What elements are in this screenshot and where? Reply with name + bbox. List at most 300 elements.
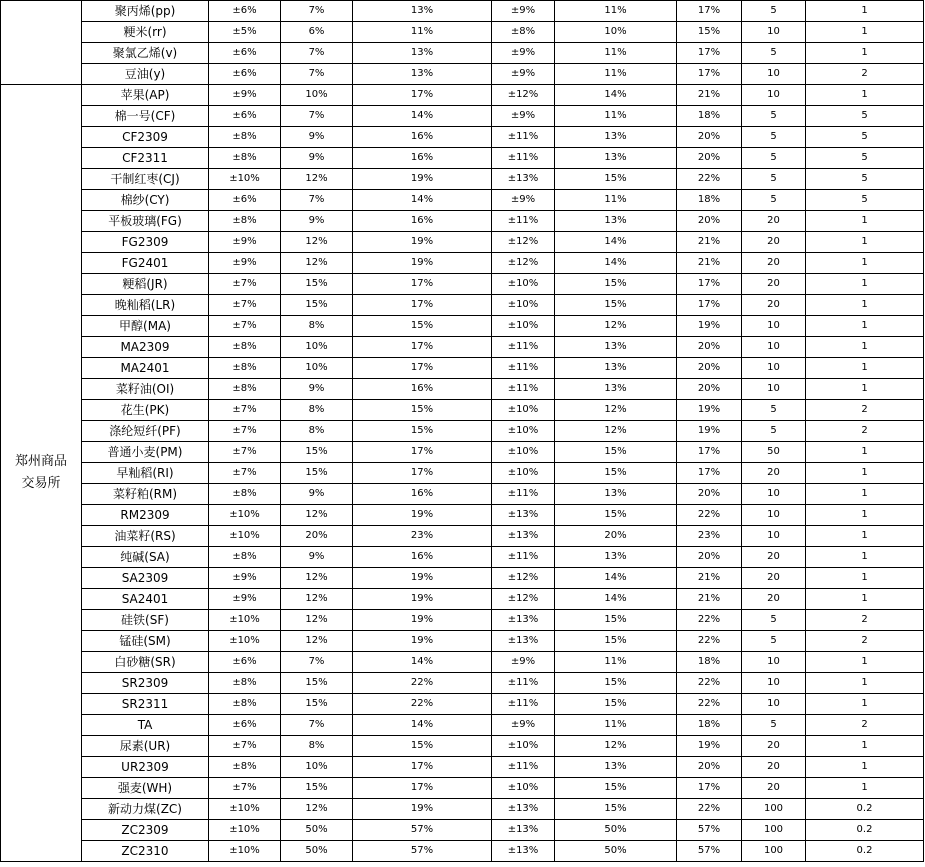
value-cell: 15% <box>353 316 492 337</box>
value-cell: 10 <box>742 358 806 379</box>
value-cell: 15% <box>353 736 492 757</box>
table-row <box>1 127 924 148</box>
contract-name-cell: 锰硅(SM) <box>82 631 209 652</box>
table-row <box>1 211 924 232</box>
value-cell: 12% <box>281 610 353 631</box>
value-cell: 19% <box>353 610 492 631</box>
value-cell: ±7% <box>209 778 281 799</box>
value-cell: 10% <box>281 358 353 379</box>
value-cell: ±9% <box>492 652 555 673</box>
contract-name-cell: MA2401 <box>82 358 209 379</box>
value-cell: ±10% <box>209 631 281 652</box>
value-cell: 21% <box>677 568 742 589</box>
value-cell: 10% <box>555 22 677 43</box>
value-cell: ±11% <box>492 694 555 715</box>
contract-name-cell: FG2401 <box>82 253 209 274</box>
value-cell: 13% <box>555 148 677 169</box>
value-cell: ±10% <box>492 316 555 337</box>
contract-name-cell: 干制红枣(CJ) <box>82 169 209 190</box>
value-cell: 20 <box>742 463 806 484</box>
value-cell: 5 <box>742 400 806 421</box>
value-cell: 21% <box>677 232 742 253</box>
value-cell: 2 <box>806 631 924 652</box>
value-cell: 17% <box>677 1 742 22</box>
table-row <box>1 295 924 316</box>
table-row <box>1 190 924 211</box>
value-cell: 8% <box>281 316 353 337</box>
value-cell: ±6% <box>209 64 281 85</box>
value-cell: 15% <box>555 631 677 652</box>
table-row <box>1 400 924 421</box>
value-cell: 17% <box>353 274 492 295</box>
value-cell: 15% <box>281 274 353 295</box>
contract-name-cell: 涤纶短纤(PF) <box>82 421 209 442</box>
value-cell: ±10% <box>209 505 281 526</box>
value-cell: 12% <box>555 736 677 757</box>
value-cell: 1 <box>806 274 924 295</box>
value-cell: 22% <box>677 673 742 694</box>
value-cell: 21% <box>677 589 742 610</box>
value-cell: 0.2 <box>806 841 924 862</box>
contract-name-cell: 菜籽粕(RM) <box>82 484 209 505</box>
value-cell: 5 <box>742 1 806 22</box>
value-cell: ±11% <box>492 127 555 148</box>
value-cell: 17% <box>353 778 492 799</box>
value-cell: ±9% <box>209 253 281 274</box>
value-cell: 12% <box>281 631 353 652</box>
table-row <box>1 652 924 673</box>
value-cell: 11% <box>555 106 677 127</box>
value-cell: 10 <box>742 694 806 715</box>
value-cell: 17% <box>677 778 742 799</box>
table-row <box>1 379 924 400</box>
value-cell: 20 <box>742 736 806 757</box>
value-cell: 9% <box>281 127 353 148</box>
value-cell: ±8% <box>209 358 281 379</box>
table-row <box>1 736 924 757</box>
table-row <box>1 22 924 43</box>
contract-name-cell: 棉一号(CF) <box>82 106 209 127</box>
contract-name-cell: 棉纱(CY) <box>82 190 209 211</box>
value-cell: 50 <box>742 442 806 463</box>
value-cell: 17% <box>677 295 742 316</box>
value-cell: 15% <box>555 673 677 694</box>
exchange-name-cell <box>1 1 82 85</box>
contract-name-cell: 花生(PK) <box>82 400 209 421</box>
contract-name-cell: RM2309 <box>82 505 209 526</box>
table-row <box>1 799 924 820</box>
contract-name-cell: 豆油(y) <box>82 64 209 85</box>
value-cell: 13% <box>555 127 677 148</box>
value-cell: 18% <box>677 190 742 211</box>
value-cell: 15% <box>555 295 677 316</box>
table-row <box>1 568 924 589</box>
value-cell: ±8% <box>209 211 281 232</box>
value-cell: ±10% <box>209 526 281 547</box>
contract-name-cell: 粳稻(JR) <box>82 274 209 295</box>
value-cell: ±7% <box>209 421 281 442</box>
value-cell: 1 <box>806 358 924 379</box>
table-body-top-group <box>1 1 924 85</box>
value-cell: ±8% <box>209 379 281 400</box>
contract-name-cell: 白砂糖(SR) <box>82 652 209 673</box>
value-cell: 19% <box>353 169 492 190</box>
value-cell: 5 <box>742 610 806 631</box>
contract-name-cell: 粳米(rr) <box>82 22 209 43</box>
value-cell: 15% <box>281 295 353 316</box>
value-cell: 50% <box>555 841 677 862</box>
value-cell: ±10% <box>492 295 555 316</box>
value-cell: 100 <box>742 820 806 841</box>
contract-name-cell: CF2311 <box>82 148 209 169</box>
value-cell: 13% <box>555 211 677 232</box>
value-cell: 10 <box>742 22 806 43</box>
value-cell: ±10% <box>492 463 555 484</box>
value-cell: 14% <box>353 715 492 736</box>
value-cell: 20 <box>742 253 806 274</box>
value-cell: 20 <box>742 274 806 295</box>
table-row <box>1 358 924 379</box>
value-cell: ±10% <box>209 169 281 190</box>
value-cell: 7% <box>281 64 353 85</box>
value-cell: ±10% <box>492 736 555 757</box>
value-cell: ±12% <box>492 253 555 274</box>
value-cell: ±8% <box>209 547 281 568</box>
value-cell: 10 <box>742 379 806 400</box>
value-cell: 50% <box>555 820 677 841</box>
value-cell: 20% <box>281 526 353 547</box>
value-cell: 1 <box>806 211 924 232</box>
value-cell: 18% <box>677 106 742 127</box>
value-cell: 13% <box>555 484 677 505</box>
value-cell: 100 <box>742 841 806 862</box>
value-cell: 11% <box>555 1 677 22</box>
value-cell: 19% <box>677 421 742 442</box>
value-cell: ±9% <box>209 589 281 610</box>
value-cell: ±13% <box>492 841 555 862</box>
value-cell: ±11% <box>492 337 555 358</box>
value-cell: 22% <box>677 694 742 715</box>
value-cell: 9% <box>281 484 353 505</box>
table-row <box>1 274 924 295</box>
value-cell: ±11% <box>492 211 555 232</box>
table-row <box>1 820 924 841</box>
value-cell: ±13% <box>492 505 555 526</box>
table-row <box>1 715 924 736</box>
value-cell: ±7% <box>209 274 281 295</box>
value-cell: 1 <box>806 652 924 673</box>
value-cell: 15% <box>555 610 677 631</box>
contract-name-cell: ZC2310 <box>82 841 209 862</box>
value-cell: ±8% <box>492 22 555 43</box>
value-cell: 14% <box>555 589 677 610</box>
value-cell: ±8% <box>209 337 281 358</box>
value-cell: 8% <box>281 400 353 421</box>
value-cell: 20% <box>677 148 742 169</box>
value-cell: ±8% <box>209 757 281 778</box>
contract-name-cell: 聚氯乙烯(v) <box>82 43 209 64</box>
exchange-name: 郑州商品交易所 <box>14 454 67 491</box>
value-cell: 17% <box>677 43 742 64</box>
contract-name-cell: TA <box>82 715 209 736</box>
value-cell: 1 <box>806 463 924 484</box>
value-cell: 7% <box>281 715 353 736</box>
value-cell: 15% <box>281 463 353 484</box>
table-row <box>1 64 924 85</box>
value-cell: 16% <box>353 547 492 568</box>
value-cell: 10 <box>742 316 806 337</box>
contract-name-cell: 聚丙烯(pp) <box>82 1 209 22</box>
value-cell: 17% <box>353 463 492 484</box>
value-cell: 15% <box>555 442 677 463</box>
value-cell: ±8% <box>209 673 281 694</box>
value-cell: 15% <box>353 421 492 442</box>
value-cell: 10% <box>281 757 353 778</box>
value-cell: 22% <box>353 694 492 715</box>
value-cell: 22% <box>677 631 742 652</box>
value-cell: 20% <box>677 547 742 568</box>
value-cell: 10 <box>742 337 806 358</box>
value-cell: 12% <box>555 400 677 421</box>
value-cell: 5 <box>742 631 806 652</box>
contract-name-cell: 强麦(WH) <box>82 778 209 799</box>
table-row <box>1 148 924 169</box>
value-cell: ±9% <box>492 64 555 85</box>
value-cell: 13% <box>555 337 677 358</box>
table-row <box>1 169 924 190</box>
value-cell: 19% <box>353 505 492 526</box>
exchange-name-cell <box>1 85 82 862</box>
value-cell: 1 <box>806 85 924 106</box>
value-cell: 1 <box>806 505 924 526</box>
value-cell: ±11% <box>492 757 555 778</box>
value-cell: 1 <box>806 568 924 589</box>
value-cell: 14% <box>555 253 677 274</box>
value-cell: 1 <box>806 337 924 358</box>
table-row <box>1 106 924 127</box>
value-cell: 14% <box>353 106 492 127</box>
value-cell: 19% <box>353 589 492 610</box>
value-cell: 17% <box>353 442 492 463</box>
value-cell: 5 <box>742 190 806 211</box>
value-cell: 5 <box>806 148 924 169</box>
value-cell: 15% <box>353 400 492 421</box>
table-row <box>1 316 924 337</box>
value-cell: 20% <box>555 526 677 547</box>
value-cell: 20 <box>742 547 806 568</box>
value-cell: 7% <box>281 190 353 211</box>
value-cell: 23% <box>677 526 742 547</box>
contract-name-cell: SR2309 <box>82 673 209 694</box>
value-cell: ±11% <box>492 484 555 505</box>
value-cell: 22% <box>677 799 742 820</box>
contract-name-cell: 油菜籽(RS) <box>82 526 209 547</box>
value-cell: ±10% <box>492 778 555 799</box>
contract-name-cell: 平板玻璃(FG) <box>82 211 209 232</box>
value-cell: ±7% <box>209 295 281 316</box>
value-cell: 5 <box>742 106 806 127</box>
value-cell: 5 <box>742 715 806 736</box>
table-row <box>1 253 924 274</box>
value-cell: 17% <box>677 463 742 484</box>
value-cell: 19% <box>353 253 492 274</box>
value-cell: 22% <box>677 169 742 190</box>
value-cell: 10 <box>742 505 806 526</box>
value-cell: 1 <box>806 295 924 316</box>
value-cell: 5 <box>742 148 806 169</box>
value-cell: 5 <box>806 127 924 148</box>
value-cell: 19% <box>353 568 492 589</box>
table-row <box>1 757 924 778</box>
value-cell: 14% <box>555 568 677 589</box>
value-cell: 21% <box>677 85 742 106</box>
value-cell: 15% <box>555 694 677 715</box>
value-cell: 1 <box>806 253 924 274</box>
value-cell: 12% <box>281 232 353 253</box>
value-cell: 11% <box>555 190 677 211</box>
value-cell: 57% <box>677 841 742 862</box>
table-row <box>1 337 924 358</box>
contract-name-cell: 菜籽油(OI) <box>82 379 209 400</box>
value-cell: ±8% <box>209 694 281 715</box>
value-cell: 7% <box>281 43 353 64</box>
value-cell: ±10% <box>209 841 281 862</box>
value-cell: 15% <box>677 22 742 43</box>
value-cell: 1 <box>806 757 924 778</box>
value-cell: 17% <box>353 295 492 316</box>
value-cell: 12% <box>281 799 353 820</box>
value-cell: 20 <box>742 211 806 232</box>
value-cell: 17% <box>677 64 742 85</box>
value-cell: 16% <box>353 148 492 169</box>
value-cell: ±9% <box>209 85 281 106</box>
value-cell: 2 <box>806 64 924 85</box>
value-cell: 1 <box>806 694 924 715</box>
value-cell: 20% <box>677 484 742 505</box>
value-cell: 19% <box>677 736 742 757</box>
value-cell: 20 <box>742 589 806 610</box>
contract-name-cell: CF2309 <box>82 127 209 148</box>
value-cell: 1 <box>806 43 924 64</box>
value-cell: 1 <box>806 778 924 799</box>
table-row <box>1 232 924 253</box>
value-cell: 21% <box>677 253 742 274</box>
value-cell: ±13% <box>492 526 555 547</box>
value-cell: 8% <box>281 421 353 442</box>
value-cell: ±10% <box>209 820 281 841</box>
value-cell: ±13% <box>492 631 555 652</box>
value-cell: 1 <box>806 526 924 547</box>
table-row <box>1 463 924 484</box>
value-cell: 20% <box>677 127 742 148</box>
contract-name-cell: UR2309 <box>82 757 209 778</box>
value-cell: 13% <box>353 64 492 85</box>
value-cell: ±13% <box>492 820 555 841</box>
value-cell: 10 <box>742 652 806 673</box>
value-cell: ±10% <box>492 400 555 421</box>
table-row <box>1 778 924 799</box>
value-cell: 12% <box>281 169 353 190</box>
value-cell: 10 <box>742 85 806 106</box>
value-cell: 13% <box>353 1 492 22</box>
table-row <box>1 631 924 652</box>
value-cell: 19% <box>677 316 742 337</box>
contract-name-cell: 尿素(UR) <box>82 736 209 757</box>
table-row <box>1 442 924 463</box>
value-cell: 12% <box>555 421 677 442</box>
value-cell: 22% <box>677 505 742 526</box>
value-cell: 15% <box>555 799 677 820</box>
value-cell: 2 <box>806 610 924 631</box>
value-cell: 12% <box>281 589 353 610</box>
value-cell: ±7% <box>209 463 281 484</box>
value-cell: ±6% <box>209 1 281 22</box>
value-cell: ±10% <box>492 421 555 442</box>
value-cell: 7% <box>281 652 353 673</box>
value-cell: ±7% <box>209 736 281 757</box>
value-cell: ±10% <box>492 274 555 295</box>
value-cell: 16% <box>353 484 492 505</box>
table-row <box>1 610 924 631</box>
table-row <box>1 673 924 694</box>
value-cell: 12% <box>281 568 353 589</box>
value-cell: 17% <box>677 442 742 463</box>
contract-name-cell: 甲醇(MA) <box>82 316 209 337</box>
table-row <box>1 43 924 64</box>
value-cell: ±12% <box>492 232 555 253</box>
value-cell: ±6% <box>209 43 281 64</box>
value-cell: 20% <box>677 757 742 778</box>
value-cell: 15% <box>555 169 677 190</box>
value-cell: ±10% <box>209 610 281 631</box>
value-cell: 12% <box>281 505 353 526</box>
value-cell: 57% <box>353 820 492 841</box>
value-cell: ±11% <box>492 547 555 568</box>
value-cell: 15% <box>281 673 353 694</box>
value-cell: 0.2 <box>806 799 924 820</box>
value-cell: 10 <box>742 673 806 694</box>
value-cell: 1 <box>806 547 924 568</box>
value-cell: 15% <box>281 694 353 715</box>
table-row <box>1 547 924 568</box>
value-cell: ±5% <box>209 22 281 43</box>
value-cell: 5 <box>742 421 806 442</box>
contract-name-cell: 苹果(AP) <box>82 85 209 106</box>
value-cell: 14% <box>353 190 492 211</box>
value-cell: 19% <box>353 631 492 652</box>
value-cell: 20 <box>742 568 806 589</box>
contract-name-cell: 硅铁(SF) <box>82 610 209 631</box>
value-cell: ±10% <box>492 442 555 463</box>
value-cell: 11% <box>555 715 677 736</box>
value-cell: 100 <box>742 799 806 820</box>
value-cell: ±9% <box>492 1 555 22</box>
value-cell: 10% <box>281 337 353 358</box>
value-cell: 17% <box>353 757 492 778</box>
value-cell: 15% <box>555 505 677 526</box>
value-cell: 14% <box>555 85 677 106</box>
value-cell: ±13% <box>492 610 555 631</box>
value-cell: 1 <box>806 736 924 757</box>
value-cell: 20 <box>742 757 806 778</box>
value-cell: 9% <box>281 379 353 400</box>
value-cell: 9% <box>281 211 353 232</box>
value-cell: ±11% <box>492 673 555 694</box>
value-cell: 7% <box>281 1 353 22</box>
value-cell: 1 <box>806 673 924 694</box>
value-cell: 10 <box>742 64 806 85</box>
value-cell: 13% <box>555 547 677 568</box>
